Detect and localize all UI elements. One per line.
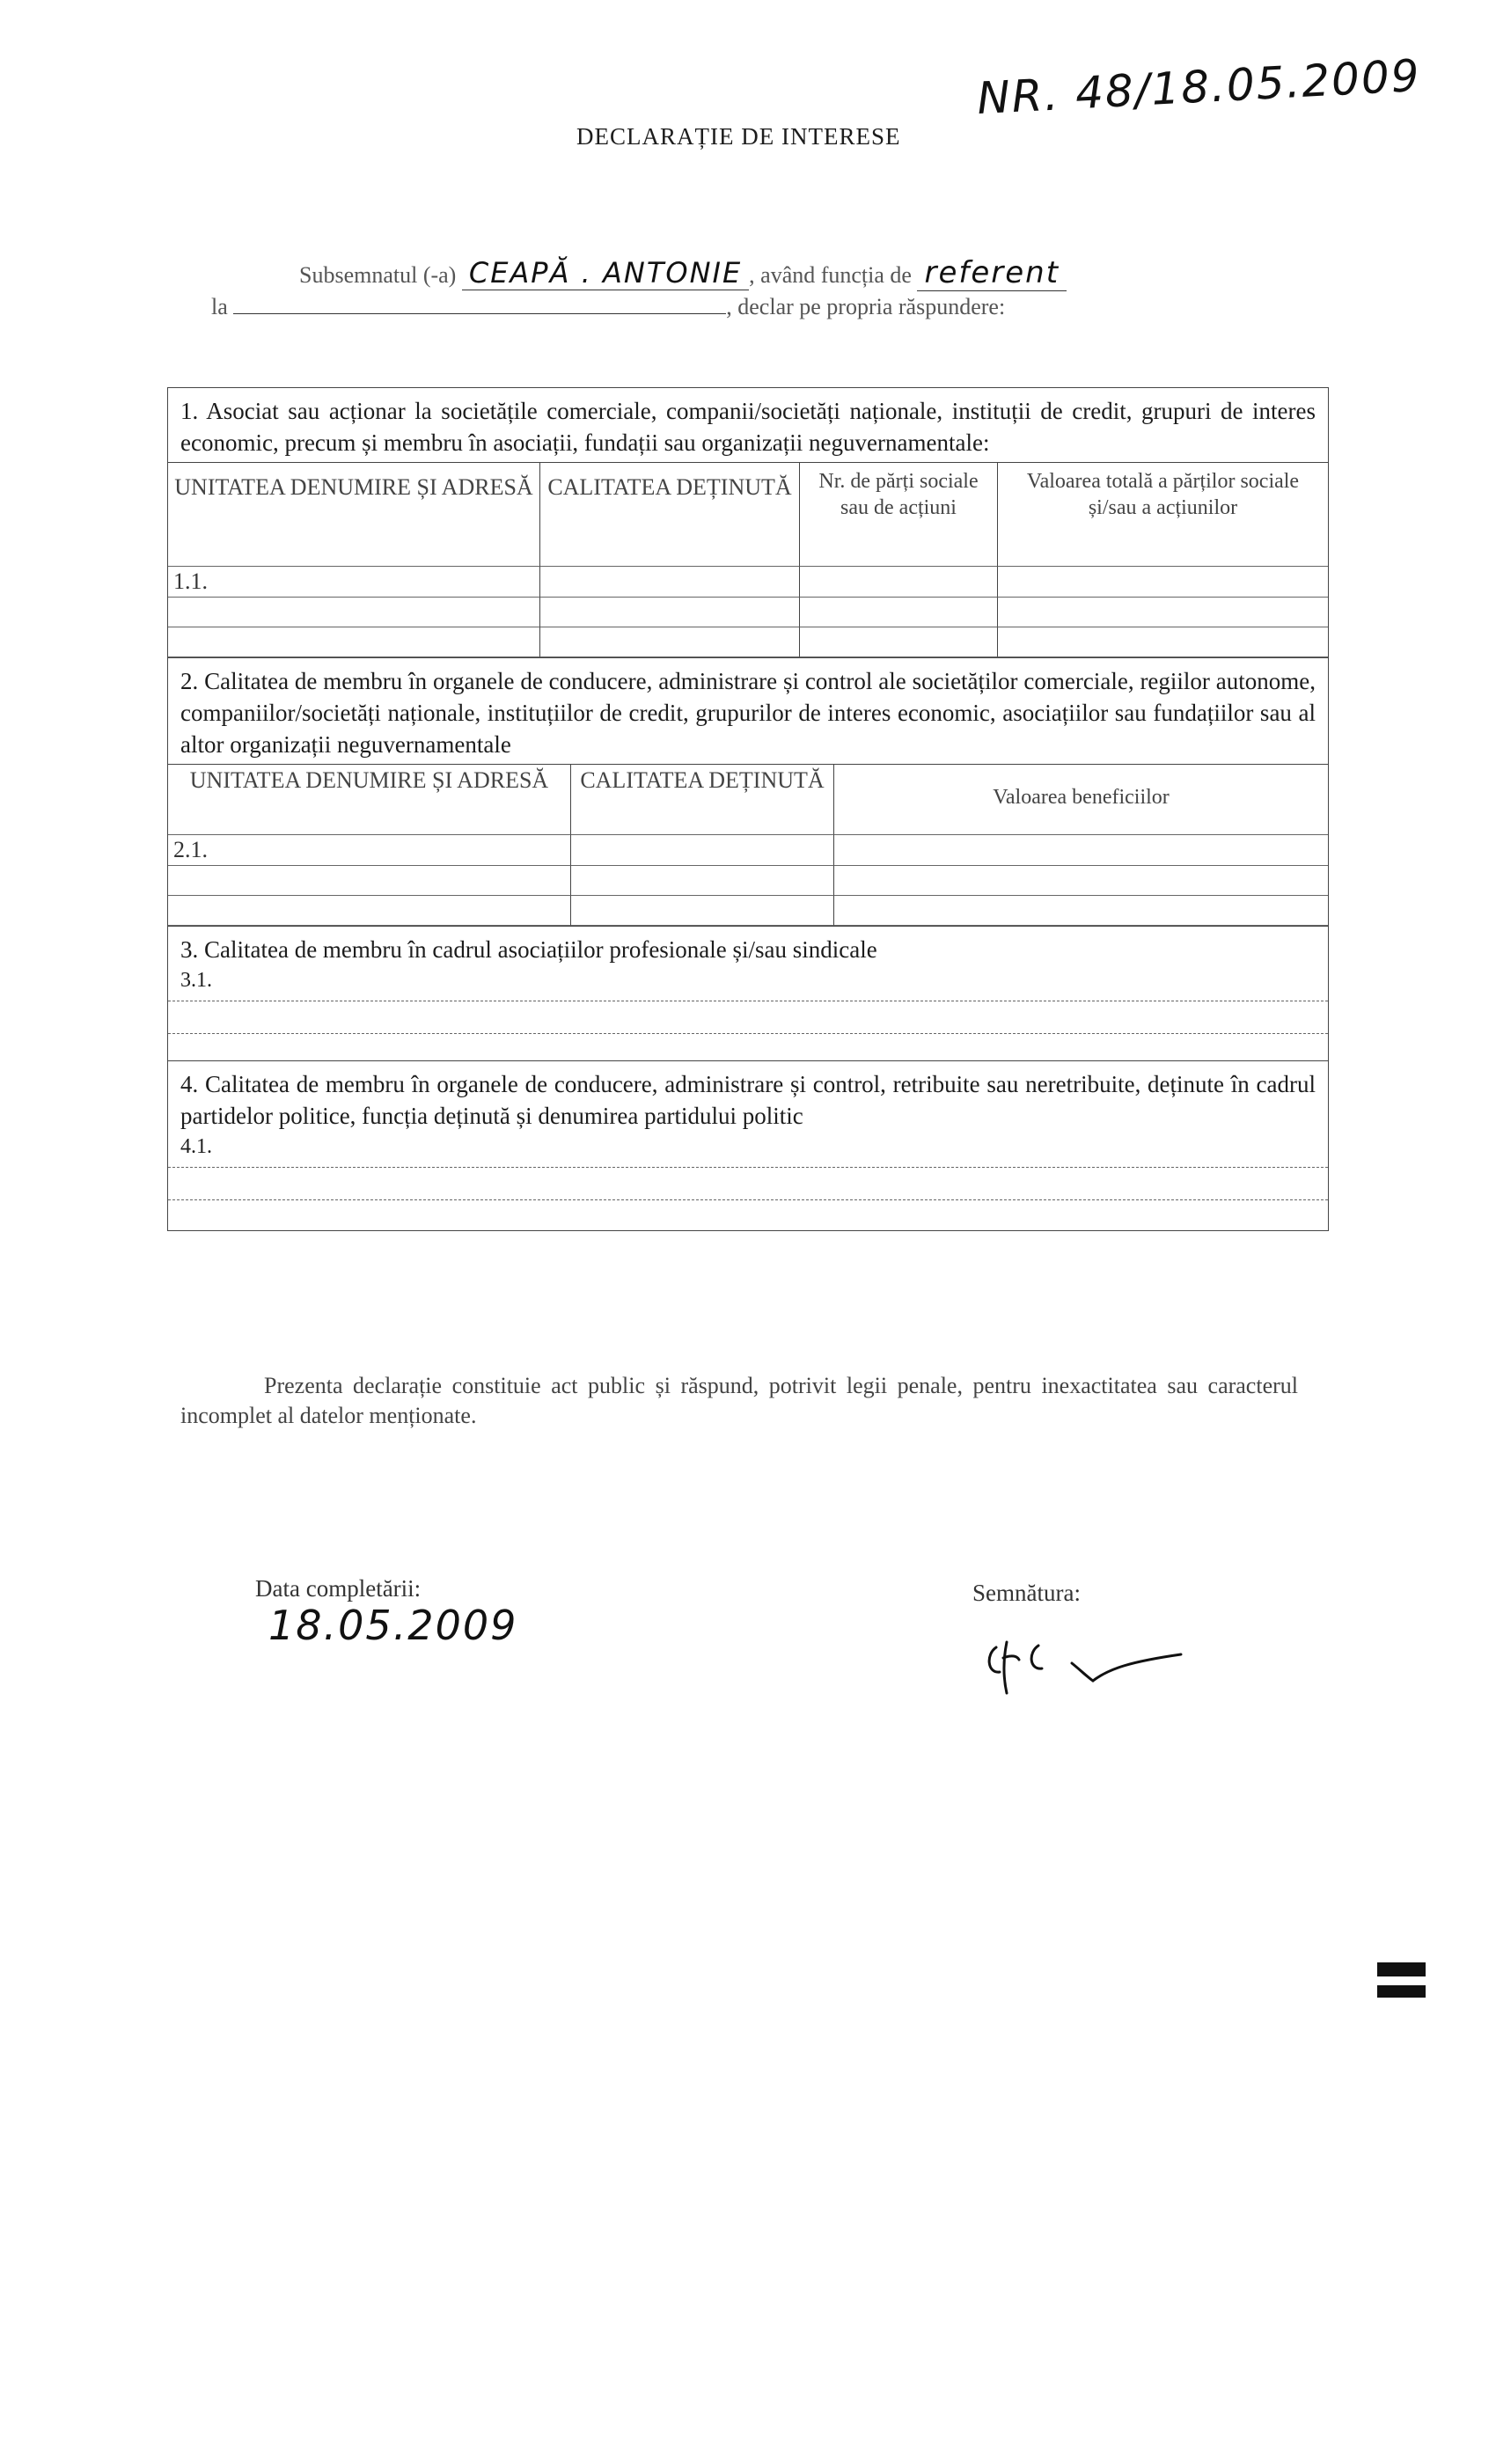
table-cell[interactable] xyxy=(540,567,800,598)
row-3-1-label[interactable]: 3.1. xyxy=(168,969,1328,1001)
table-cell[interactable] xyxy=(540,598,800,627)
registration-number: NR. 48/18.05.2009 xyxy=(975,49,1422,125)
blank-line[interactable] xyxy=(168,1200,1328,1230)
col-unitate-2: UNITATEA DENUMIRE ȘI ADRESĂ xyxy=(168,765,571,835)
blank-line[interactable] xyxy=(168,1034,1328,1060)
col-calitate-2: CALITATEA DEȚINUTĂ xyxy=(571,765,834,835)
declarant-name[interactable]: CEAPĂ . ANTONIE xyxy=(462,256,749,290)
function-label: , având funcția de xyxy=(749,262,912,288)
table-cell[interactable] xyxy=(834,835,1328,866)
col-unitate: UNITATEA DENUMIRE ȘI ADRESĂ xyxy=(168,463,540,567)
declaration-text: Prezenta declarație constituie act public și răspund, potrivit legii penale, pentru inexactitatea sau caracterul incomplet al datelor menționate. xyxy=(180,1373,1298,1428)
table-cell[interactable] xyxy=(800,627,998,657)
scan-mark-icon xyxy=(1377,1962,1426,2006)
document-title: DECLARAȚIE DE INTERESE xyxy=(576,123,901,150)
table-cell[interactable] xyxy=(998,567,1328,598)
table-cell[interactable] xyxy=(571,896,834,926)
function-value[interactable]: referent xyxy=(917,255,1067,291)
subsemnatul-label: Subsemnatul (-a) xyxy=(299,262,457,288)
table-cell[interactable] xyxy=(540,627,800,657)
section-3-lines xyxy=(168,969,1328,1060)
date-label: Data completării: xyxy=(255,1575,422,1602)
table-cell[interactable] xyxy=(834,896,1328,926)
table-cell[interactable] xyxy=(168,598,540,627)
signature-mark xyxy=(977,1619,1188,1698)
at-label: la xyxy=(211,294,228,319)
signature-label: Semnătura: xyxy=(972,1580,1081,1606)
blank-line[interactable] xyxy=(168,1168,1328,1200)
col-valoare-totala: Valoarea totală a părților sociale și/sau a acțiunilor xyxy=(998,463,1328,567)
table-cell[interactable] xyxy=(834,866,1328,896)
row-1-1-label[interactable]: 1.1. xyxy=(168,567,540,598)
table-cell[interactable] xyxy=(168,866,571,896)
row-2-1-label[interactable]: 2.1. xyxy=(168,835,571,866)
table-cell[interactable] xyxy=(571,866,834,896)
declar-label: , declar pe propria răspundere: xyxy=(726,294,1006,319)
col-calitate: CALITATEA DEȚINUTĂ xyxy=(540,463,800,567)
section-2-heading: 2. Calitatea de membru în organele de conducere, administrare și control ale societăților comerciale, regiilor autonome, companiilor/societăți naționale, instituțiilor de credit, grupurilor de interes economic, asociațiilor sau fundațiilor sau al altor organizații neguvernamentale xyxy=(168,657,1328,764)
col-valoarea-beneficiilor: Valoarea beneficiilor xyxy=(834,765,1328,835)
date-value[interactable]: 18.05.2009 xyxy=(268,1602,518,1649)
section-4-lines xyxy=(168,1135,1328,1230)
intro-line-1 xyxy=(299,255,1067,291)
table-cell[interactable] xyxy=(998,598,1328,627)
table-cell[interactable] xyxy=(998,627,1328,657)
table-cell[interactable] xyxy=(800,598,998,627)
section-1-table xyxy=(168,462,1328,657)
section-3-heading: 3. Calitatea de membru în cadrul asociațiilor profesionale și/sau sindicale xyxy=(168,926,1328,969)
table-cell[interactable] xyxy=(168,896,571,926)
table-cell[interactable] xyxy=(168,627,540,657)
row-4-1-label[interactable]: 4.1. xyxy=(168,1135,1328,1168)
col-nr-parti: Nr. de părți sociale sau de acțiuni xyxy=(800,463,998,567)
section-1-heading: 1. Asociat sau acționar la societățile comerciale, companii/societăți naționale, instituții de credit, grupuri de interes economic, precum și membru în asociații, fundații sau organizații neguvernamentale: xyxy=(168,387,1328,462)
section-4-heading: 4. Calitatea de membru în organele de conducere, administrare și control, retribuite sau neretribuite, deținute în cadrul partidelor politice, funcția deținută și denumirea partidului politic xyxy=(168,1060,1328,1135)
blank-line[interactable] xyxy=(168,1001,1328,1034)
table-cell[interactable] xyxy=(571,835,834,866)
institution-field[interactable] xyxy=(233,290,726,314)
table-cell[interactable] xyxy=(800,567,998,598)
section-2-table xyxy=(168,764,1328,926)
intro-line-2 xyxy=(211,290,1005,320)
interest-form xyxy=(167,387,1329,1231)
